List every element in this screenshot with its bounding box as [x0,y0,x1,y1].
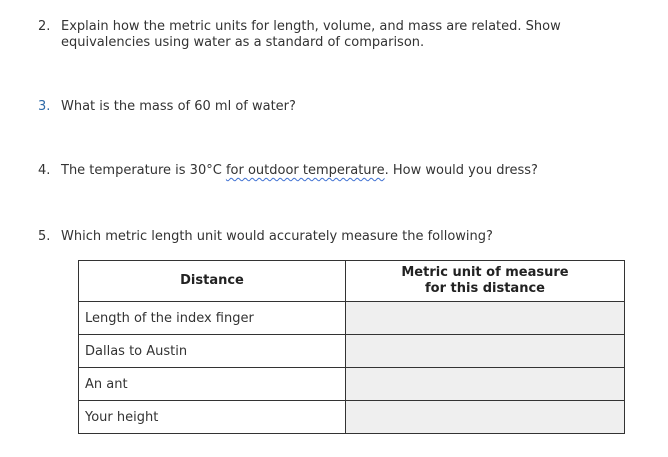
question-text [61,163,621,179]
table-row [79,335,625,368]
question-number: 2. [38,19,51,34]
question-text-end: . How would you dress? [384,163,538,178]
unit-answer-cell[interactable] [346,302,625,335]
spellcheck-underlined-phrase[interactable]: for outdoor temperature [225,163,385,178]
header-metric-unit [346,261,625,302]
question-text-line: Explain how the metric units for length, volume, and mass are related. Show [61,19,561,34]
unit-answer-cell[interactable] [346,335,625,368]
distance-table [78,260,625,434]
table-row [79,302,625,335]
question-text: What is the mass of 60 ml of water? [61,99,296,114]
distance-cell: Your height [79,401,346,434]
question-text [61,19,621,51]
question-text-line: equivalencies using water as a standard of comparison. [61,35,425,50]
header-metric-unit-line2: for this distance [425,281,545,296]
distance-cell: Dallas to Austin [79,335,346,368]
distance-cell: Length of the index finger [79,302,346,335]
table-row [79,401,625,434]
table-header-row [79,261,625,302]
distance-cell: An ant [79,368,346,401]
table-row [79,368,625,401]
question-number: 4. [38,163,51,178]
question-number: 3. [38,99,51,114]
header-metric-unit-line1: Metric unit of measure [401,265,569,280]
unit-answer-cell[interactable] [346,401,625,434]
question-text: Which metric length unit would accurately measure the following? [61,229,493,244]
question-text-start: The temperature is 30°C [61,163,226,178]
unit-answer-cell[interactable] [346,368,625,401]
header-distance: Distance [79,261,346,302]
question-number: 5. [38,229,51,244]
